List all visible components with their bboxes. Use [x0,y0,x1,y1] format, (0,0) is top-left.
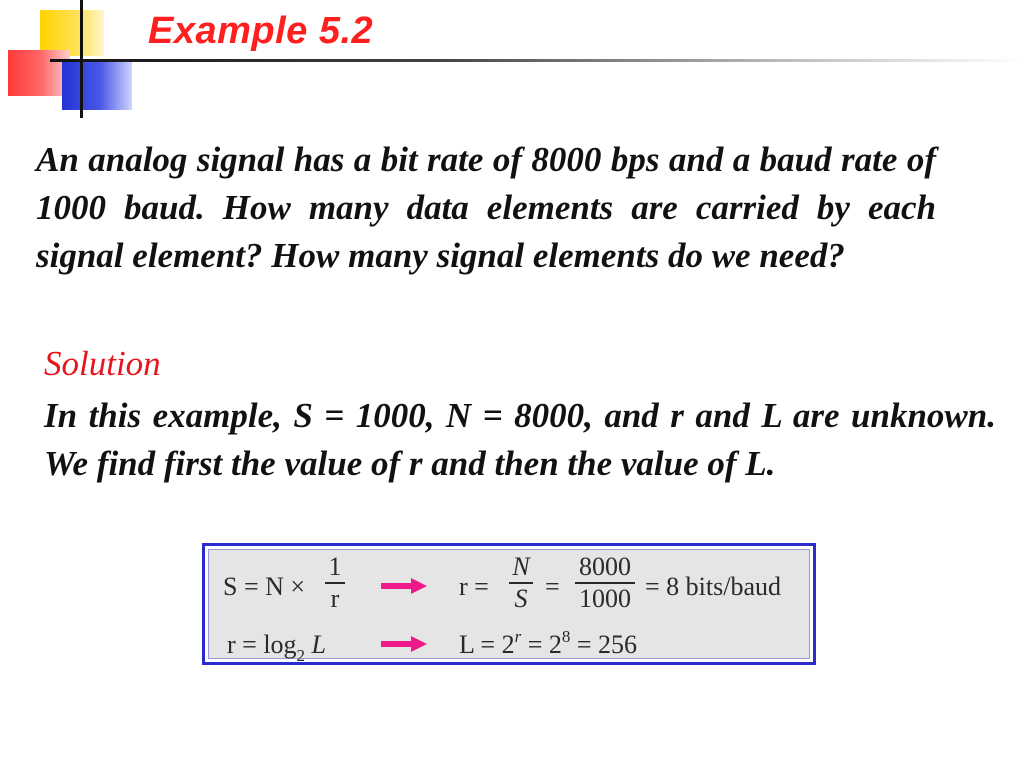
formula-row2-part-b: = 2 [527,630,562,659]
question-text: An analog signal has a bit rate of 8000 bps and a baud rate of 1000 baud. How many data elements are carried by each signal element? How many signal elements do we need? [36,140,936,275]
fraction-denominator: r [330,583,340,613]
formula-row2-log-arg: L [311,630,327,659]
formula-box [202,543,816,665]
formula-row1-result: = 8 bits/baud [645,572,781,601]
decorative-blue-block [62,60,132,110]
solution-heading: Solution [44,344,161,383]
formula-row2-rhs [459,627,638,660]
slide-title: Example 5.2 [148,10,374,52]
fraction-numerator: N [512,552,530,581]
formula-panel [208,549,810,665]
formula-row2-part-c: = 256 [576,630,638,659]
formula-row1-value-fraction [575,554,635,612]
formula-row1-equals: = [545,572,560,601]
right-arrow-icon [381,580,427,592]
formula-row2-log-text: r = log [227,630,297,659]
formula-row2-exponent-r: r [514,627,522,646]
formula-row1-lhs-fraction [325,554,345,612]
solution-text: In this example, S = 1000, N = 8000, and r and L are unknown. We find first the value of r and then the value of L. [44,396,996,483]
formula-row1-lhs: S = N × [223,572,306,601]
formula-row2-log-base: 2 [296,646,306,665]
fraction-denominator: S [514,583,528,613]
right-arrow-icon [381,638,427,650]
fraction-denominator: 1000 [579,583,631,613]
decorative-red-block [8,50,70,96]
fraction-numerator: 8000 [579,552,631,581]
formula-row1-mid-fraction [509,554,533,612]
formula-row2-lhs [227,630,327,665]
formula-row2-exponent-8: 8 [561,627,571,646]
fraction-numerator: 1 [328,552,342,581]
formula-row2-part-a: L = 2 [459,630,515,659]
title-underline [50,59,1024,62]
formula-row1-mid: r = [459,572,489,601]
